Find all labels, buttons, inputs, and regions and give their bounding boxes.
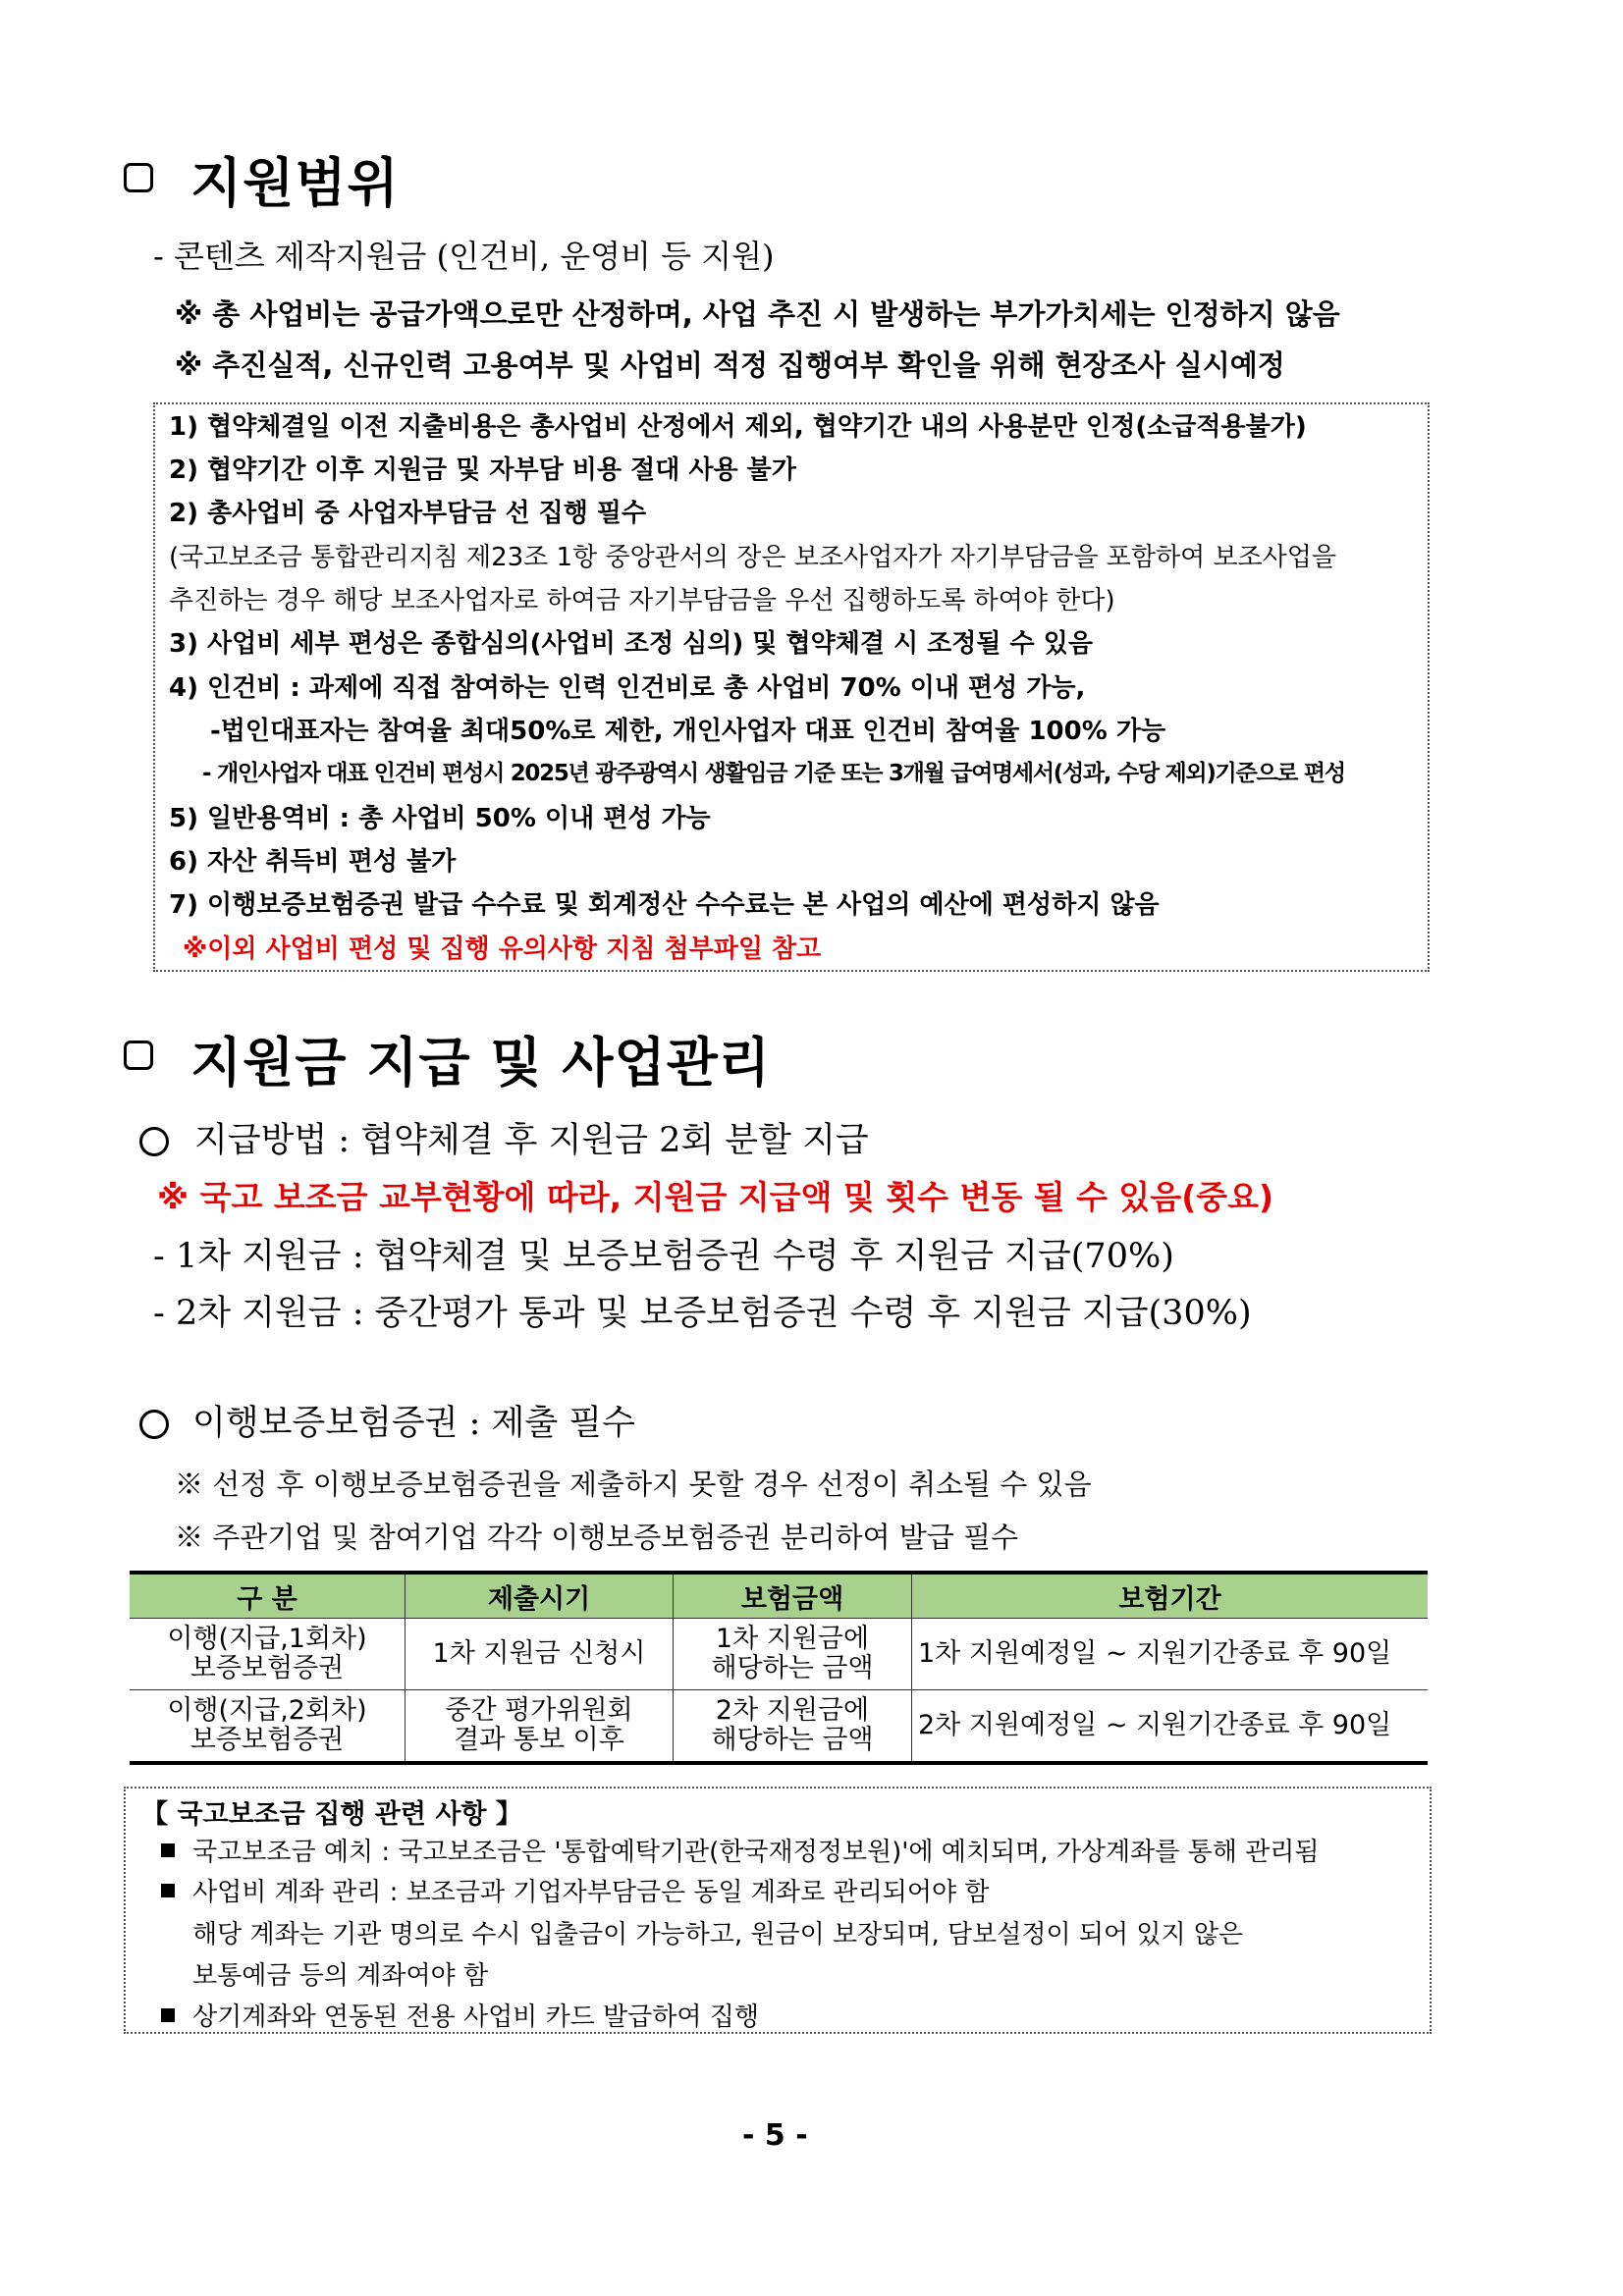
category-cell: 이행(지급,2회차) 보증보험증권 (130, 1690, 406, 1764)
section-checkbox-icon (124, 1041, 153, 1070)
page-number: - 5 - (742, 2118, 808, 2153)
guideline-line: 추진하는 경우 해당 보조사업자로 하여금 자기부담금을 우선 집행하도록 하여야 한다) (169, 586, 1115, 615)
guideline-line: 1) 협약체결일 이전 지출비용은 총사업비 산정에서 제외, 협약기간 내의 사용분만 인정(소급적용불가) (169, 412, 1307, 442)
bullet-circle-icon (139, 1410, 169, 1439)
guideline-line: 6) 자산 취득비 편성 불가 (169, 847, 457, 877)
insurance-title: 이행보증보험증권 : 제출 필수 (192, 1404, 635, 1443)
table-header-row (130, 1573, 1428, 1619)
guideline-line: 5) 일반용역비 : 총 사업비 50% 이내 편성 가능 (169, 804, 711, 833)
category-cell: 이행(지급,1회차) 보증보험증권 (130, 1619, 406, 1690)
guideline-line: 2) 총사업비 중 사업자부담금 선 집행 필수 (169, 499, 647, 528)
insurance-note-separate: ※ 주관기업 및 참여기업 각각 이행보증보험증권 분리하여 발급 필수 (175, 1521, 1019, 1554)
square-bullet-icon (161, 1843, 175, 1857)
insurance-note-cancel: ※ 선정 후 이행보증보험증권을 제출하지 못할 경우 선정이 취소될 수 있음 (175, 1468, 1092, 1501)
guideline-line: 7) 이행보증보험증권 발급 수수료 및 회계정산 수수료는 본 사업의 예산에 편성하지 않음 (169, 890, 1160, 920)
square-bullet-icon (161, 1884, 175, 1897)
section-title-support-scope: 지원범위 (190, 152, 400, 214)
payment-method: 지급방법 : 협약체결 후 지원금 2회 분할 지급 (194, 1121, 869, 1160)
section-title-payment: 지원금 지급 및 사업관리 (190, 1032, 772, 1094)
insurance-period-cell: 1차 지원예정일 ~ 지원기간종료 후 90일 (912, 1619, 1429, 1690)
subsidy-item-continuation: 해당 계좌는 기관 명의로 수시 입출금이 가능하고, 원금이 보장되며, 담보설정이 되어 있지 않은 (192, 1920, 1244, 1949)
bullet-circle-icon (139, 1127, 169, 1156)
subsidy-item: 상기계좌와 연동된 전용 사업비 카드 발급하여 집행 (161, 1997, 759, 2033)
insured-amount-cell: 2차 지원금에 해당하는 금액 (674, 1690, 912, 1764)
guideline-line: 4) 인건비 : 과제에 직접 참여하는 인력 인건비로 총 사업비 70% 이내 편성 가능, (169, 673, 1086, 703)
subsidy-item: 국고보조금 예치 : 국고보조금은 '통합예탁기관(한국재정정보원)'에 예치되며, 가상계좌를 통해 관리됨 (161, 1832, 1319, 1868)
subsidy-item: 사업비 계좌 관리 : 보조금과 기업자부담금은 동일 계좌로 관리되어야 함 (161, 1872, 990, 1908)
table-row (130, 1619, 1428, 1690)
header-category: 구 분 (130, 1573, 406, 1619)
guideline-line: 2) 협약기간 이후 지원금 및 자부담 비용 절대 사용 불가 (169, 455, 796, 485)
submission-time-cell: 1차 지원금 신청시 (406, 1619, 674, 1690)
guideline-line: (국고보조금 통합관리지침 제23조 1항 중앙관서의 장은 보조사업자가 자기부담금을 포함하여 보조사업을 (169, 543, 1337, 572)
first-payment: - 1차 지원금 : 협약체결 및 보증보험증권 수령 후 지원금 지급(70%) (153, 1237, 1174, 1276)
table-row (130, 1690, 1428, 1764)
header-insurance-period: 보험기간 (912, 1573, 1429, 1619)
insurance-period-cell: 2차 지원예정일 ~ 지원기간종료 후 90일 (912, 1690, 1429, 1764)
inspection-note: ※ 추진실적, 신규인력 고용여부 및 사업비 적정 집행여부 확인을 위해 현장조사 실시예정 (175, 348, 1285, 382)
square-bullet-icon (161, 2008, 175, 2022)
payment-change-note: ※ 국고 보조금 교부현황에 따라, 지원금 지급액 및 횟수 변동 될 수 있음(중요) (157, 1178, 1274, 1216)
submission-time-cell: 중간 평가위원회 결과 통보 이후 (406, 1690, 674, 1764)
subsidy-item-continuation: 보통예금 등의 계좌여야 함 (192, 1961, 489, 1991)
guideline-line: 3) 사업비 세부 편성은 종합심의(사업비 조정 심의) 및 협약체결 시 조정될 수 있음 (169, 629, 1093, 659)
second-payment: - 2차 지원금 : 중간평가 통과 및 보증보험증권 수령 후 지원금 지급(30%) (153, 1294, 1252, 1333)
insurance-table (130, 1571, 1428, 1765)
guideline-reference-note: ※이외 사업비 편성 및 집행 유의사항 지침 첨부파일 참고 (183, 934, 822, 964)
header-insured-amount: 보험금액 (674, 1573, 912, 1619)
insured-amount-cell: 1차 지원금에 해당하는 금액 (674, 1619, 912, 1690)
support-scope-subtitle: - 콘텐츠 제작지원금 (인건비, 운영비 등 지원) (153, 238, 775, 275)
guideline-line: -법인대표자는 참여율 최대50%로 제한, 개인사업자 대표 인건비 참여율 100% 가능 (210, 717, 1166, 746)
header-submission-time: 제출시기 (406, 1573, 674, 1619)
section-checkbox-icon (124, 163, 153, 192)
guideline-line: - 개인사업자 대표 인건비 편성시 2025년 광주광역시 생활임금 기준 또는 3개월 급여명세서(성과, 수당 제외)기준으로 편성 (202, 761, 1345, 786)
vat-note: ※ 총 사업비는 공급가액으로만 산정하며, 사업 추진 시 발생하는 부가가치세는 인정하지 않음 (175, 297, 1340, 331)
subsidy-box-title: 【 국고보조금 집행 관련 사항 】 (141, 1799, 522, 1830)
